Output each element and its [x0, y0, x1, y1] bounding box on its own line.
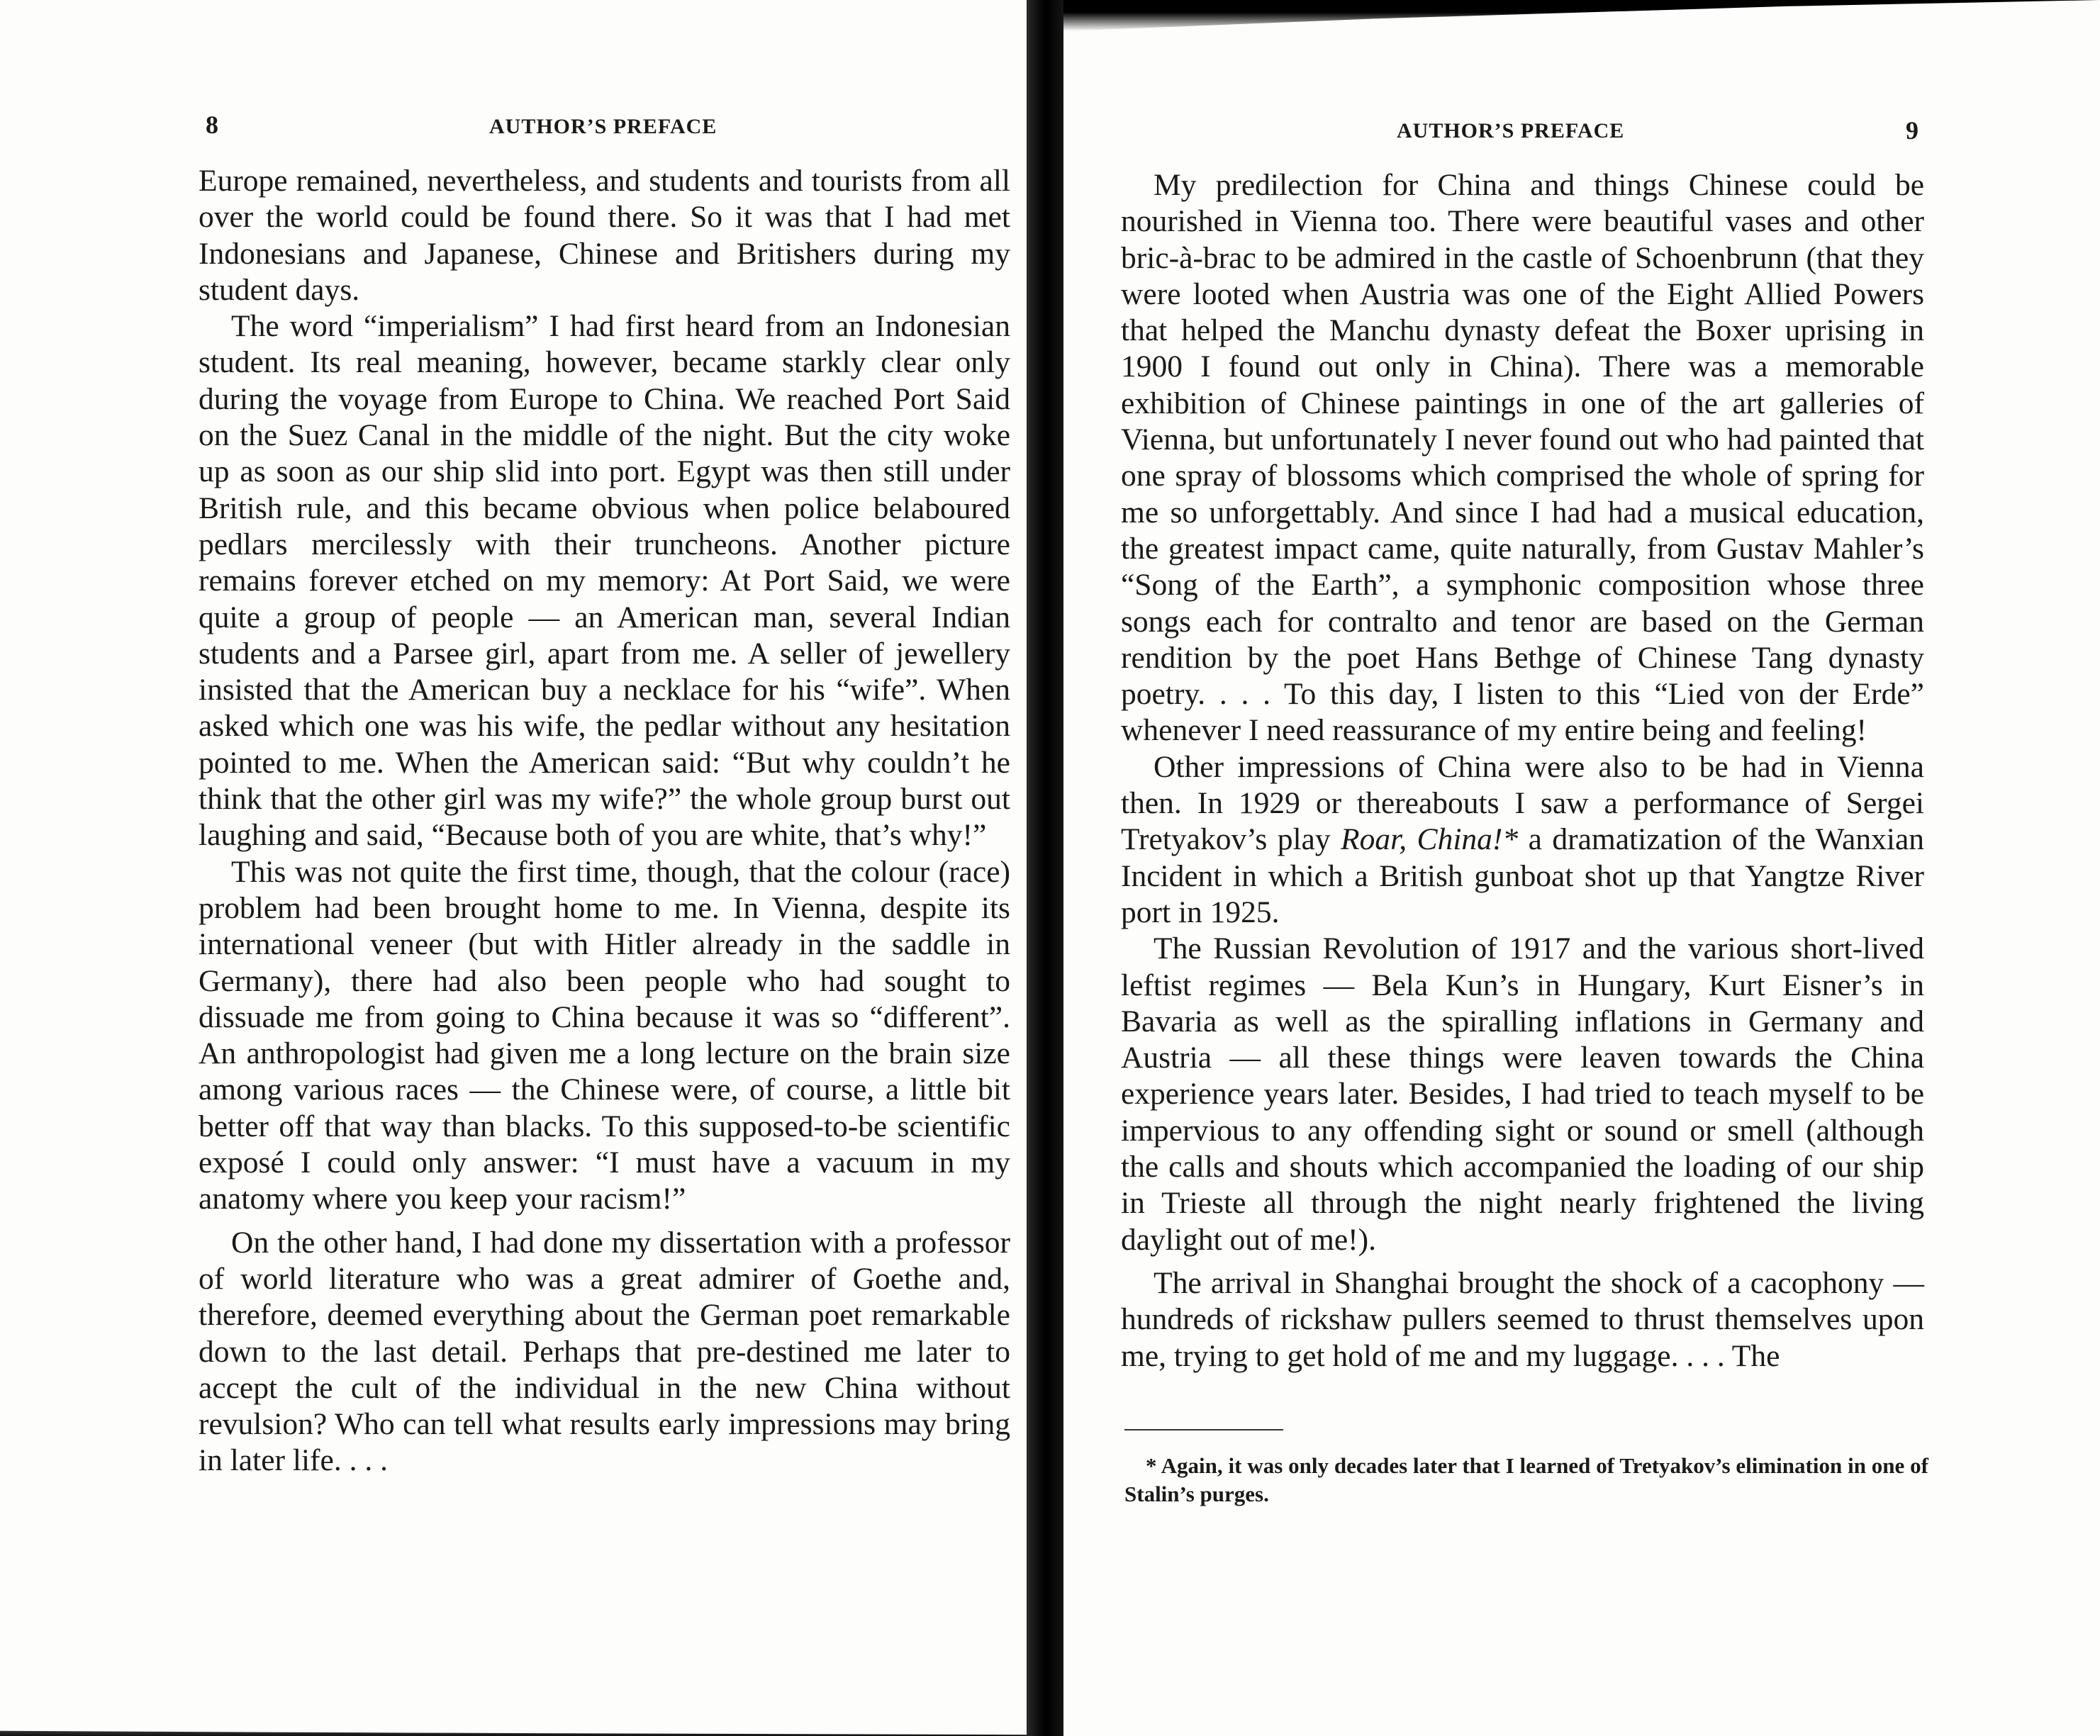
- right-page: [1063, 0, 2100, 1736]
- footnote-mark: *: [1502, 822, 1519, 857]
- text-run: a dramatization of the Wanxian Incident in which a British gunboat shot up that Yangtze River port in 1925.: [1121, 822, 1925, 929]
- page-number: 9: [1906, 116, 1919, 145]
- footnote: * Again, it was only decades later that I learned of Tretyakov’s elimination in one of Stalin’s purges.: [1124, 1453, 1928, 1506]
- paragraph: [1121, 749, 1924, 931]
- paragraph: The Russian Revolution of 1917 and the various short-lived leftist regimes — Bela Kun’s in Hungary, Kurt Eisner’s in Bavaria as well as the spiralling inflations in Germany and Austria — all these things were leaven towards the China experience years later. Besides, I had tried to teach myself to be impervious to any offending sight or sound or smell (although the calls and shouts which accompanied the loading of our ship in Trieste all through the night nearly frightened the living daylight out of me!).: [1121, 931, 1924, 1257]
- paragraph: On the other hand, I had done my dissertation with a professor of world literature who was a great admirer of Goethe and, therefore, deemed everything about the German poet remarkable down to the last detail. Perhaps that pre-destined me later to accept the cult of the individual in the new China without revulsion? Who can tell what results early impressions may bring in later life. . . .: [199, 1225, 1010, 1478]
- play-title: Roar, China!: [1341, 822, 1503, 857]
- paragraph: This was not quite the first time, though, that the colour (race) problem had been brought home to me. In Vienna, despite its international veneer (but with Hitler already in the saddle in Germany), there had also been people who had sought to dissuade me from going to China because it was so “different”. An anthropologist had given me a long lecture on the brain size among various races — the Chinese were, of course, a little bit better off that way than blacks. To this supposed-to-be scientific exposé I could only answer: “I must have a vacuum in my anatomy where you keep your racism!”: [199, 854, 1010, 1216]
- body-text: [1121, 167, 1924, 1374]
- paragraph: Europe remained, nevertheless, and students and tourists from all over the world could be found there. So it was that I had met Indonesians and Japanese, Chinese and Britishers during my student days.: [199, 164, 1010, 307]
- left-page: [0, 0, 1027, 1736]
- running-head: AUTHOR’S PREFACE: [489, 115, 717, 138]
- footnote-rule: [1124, 1429, 1283, 1430]
- body-text: [199, 163, 1010, 1479]
- running-head: AUTHOR’S PREFACE: [1397, 119, 1625, 142]
- text-run: Other impressions of China were also to be had in Vienna then. In 1929 or thereabouts I saw a performance of Sergei Tretyakov’s play: [1121, 749, 1924, 857]
- book-gutter: [1027, 0, 1063, 1736]
- paragraph: My predilection for China and things Chinese could be nourished in Vienna too. There were beautiful vases and other bric-à-brac to be admired in the castle of Schoenbrunn (that they were looted when Austria was one of the Eight Allied Powers that helped the Manchu dynasty defeat the Boxer uprising in 1900 I found out only in China). There was a memorable exhibition of Chinese paintings in one of the art galleries of Vienna, but unfortunately I never found out who had painted that one spray of blossoms which comprised the whole of spring for me so unforgettably. And since I had had a musical education, the greatest impact came, quite naturally, from Gustav Mahler’s “Song of the Earth”, a symphonic composition whose three songs each for contralto and tenor are based on the German rendition by the poet Hans Bethge of Chinese Tang dynasty poetry. . . . To this day, I listen to this “Lied von der Erde” whenever I need reassurance of my entire being and feeling!: [1121, 168, 1924, 748]
- page-number: 8: [206, 111, 218, 139]
- paragraph: The word “imperialism” I had first heard from an Indonesian student. Its real meaning, however, became starkly clear only during the voyage from Europe to China. We reached Port Said on the Suez Canal in the middle of the night. But the city woke up as soon as our ship slid into port. Egypt was then still under British rule, and this became obvious when police belaboured pedlars mercilessly with their truncheons. Another picture remains forever etched on my memory: At Port Said, we were quite a group of people — an American man, several Indian students and a Parsee girl, apart from me. A seller of jewellery insisted that the American buy a necklace for his “wife”. When asked which one was his wife, the pedlar without any hesitation pointed to me. When the American said: “But why couldn’t he think that the other girl was my wife?” the whole group burst out laughing and said, “Because both of you are white, that’s why!”: [199, 309, 1010, 853]
- paragraph: The arrival in Shanghai brought the shock of a cacophony — hundreds of rickshaw pullers seemed to thrust themselves upon me, trying to get hold of me and my luggage. . . . The: [1121, 1265, 1924, 1373]
